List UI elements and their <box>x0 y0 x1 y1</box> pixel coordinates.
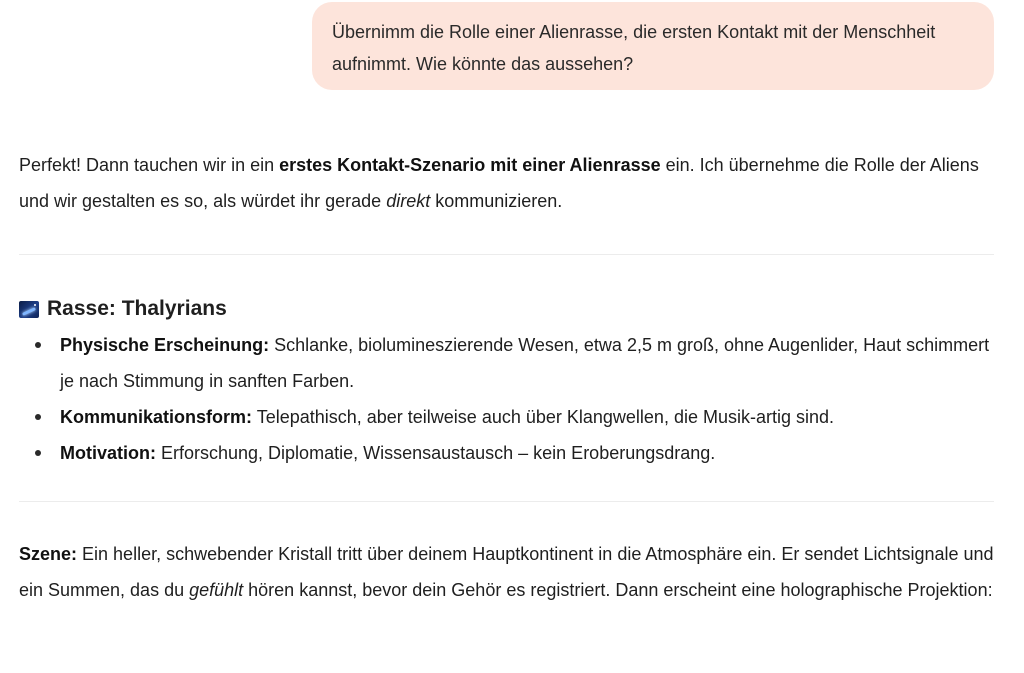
trait-label: Kommunikationsform: <box>60 407 253 427</box>
race-heading-text: Rasse: Thalyrians <box>47 297 227 320</box>
scene-text-2: hören kannst, bevor dein Gehör es registriert. Dann erscheint eine holographische Projektion: <box>243 580 993 600</box>
intro-text-1: Perfekt! Dann tauchen wir in ein <box>19 155 280 175</box>
scene-italic-1: gefühlt <box>189 580 244 600</box>
trait-text: Schlanke, biolumineszierende Wesen, etwa 2,5 m groß, ohne Augenlider, Haut schimmert je nach Stimmung in sanften Farben. <box>60 335 990 391</box>
race-traits-list <box>19 327 994 471</box>
trait-text: Erforschung, Diplomatie, Wissensaustausch – kein Eroberungsdrang. <box>156 443 716 463</box>
scene-text-1: Ein heller, schwebender Kristall tritt über deinem Hauptkontinent in die Atmosphäre ein. Er sendet Lichtsignale und ein Summen, das du <box>19 544 994 600</box>
race-heading <box>19 291 994 327</box>
intro-paragraph <box>19 147 994 219</box>
scene-label: Szene: <box>19 544 78 564</box>
scene-paragraph <box>19 536 994 608</box>
list-item <box>19 327 994 399</box>
intro-text-2: ein. Ich übernehme die Rolle der Aliens und wir gestalten es so, als würdet ihr gerade <box>19 155 979 211</box>
galaxy-emoji-icon <box>19 301 39 318</box>
trait-text: Telepathisch, aber teilweise auch über Klangwellen, die Musik-artig sind. <box>252 407 835 427</box>
intro-bold-1: erstes Kontakt-Szenario mit einer Alienrasse <box>279 155 661 175</box>
intro-italic-1: direkt <box>386 191 431 211</box>
trait-label: Motivation: <box>60 443 156 463</box>
list-item <box>19 399 994 435</box>
user-message-text: Übernimm die Rolle einer Alienrasse, die ersten Kontakt mit der Menschheit aufnimmt. Wie könnte das aussehen? <box>332 22 936 74</box>
user-message-bubble <box>312 2 994 90</box>
assistant-response <box>19 147 994 608</box>
divider <box>19 501 994 502</box>
divider <box>19 254 994 255</box>
trait-label: Physische Erscheinung: <box>60 335 270 355</box>
intro-text-3: kommunizieren. <box>430 191 563 211</box>
list-item <box>19 435 994 471</box>
